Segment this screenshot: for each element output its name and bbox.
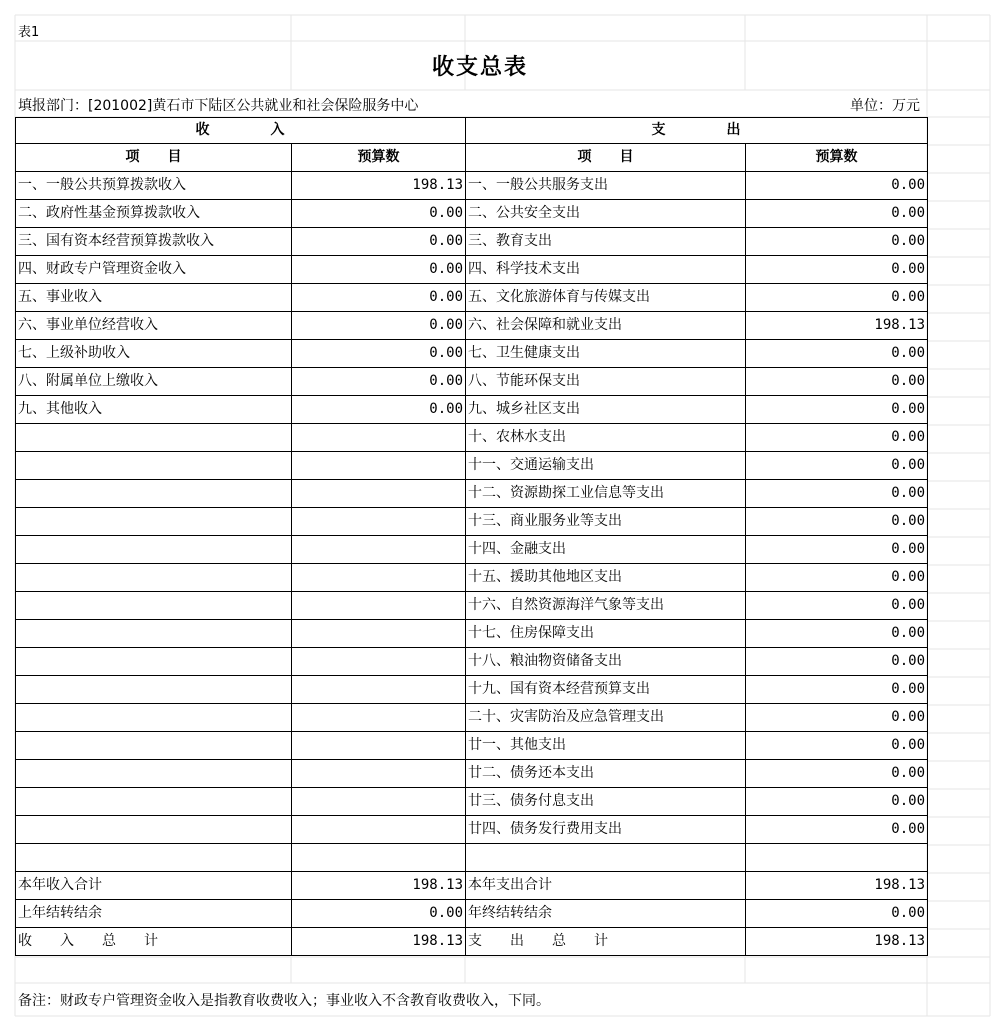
income-value-cell: 0.00: [292, 284, 466, 312]
expense-value-cell: 198.13: [746, 312, 928, 340]
table-row: [16, 480, 928, 508]
footnote: 备注：财政专户管理资金收入是指教育收费收入；事业收入不含教育收费收入，下同。: [18, 993, 550, 1009]
income-value-cell: 0.00: [292, 256, 466, 284]
income-item-cell: 五、事业收入: [16, 284, 292, 312]
income-value-cell: 198.13: [292, 172, 466, 200]
income-item-cell: [16, 760, 292, 788]
income-value-cell: [292, 536, 466, 564]
income-value-cell: 0.00: [292, 340, 466, 368]
table-row: [16, 508, 928, 536]
expense-item-cell: 二十、灾害防治及应急管理支出: [466, 704, 746, 732]
table-row: [16, 872, 928, 900]
income-section-header: 收 入: [16, 118, 466, 144]
expense-value-cell: 0.00: [746, 536, 928, 564]
income-value-cell: 0.00: [292, 200, 466, 228]
income-value-cell: 198.13: [292, 872, 466, 900]
department-label: 填报部门：[201002]黄石市下陆区公共就业和社会保险服务中心: [18, 98, 419, 114]
income-item-cell: 六、事业单位经营收入: [16, 312, 292, 340]
expense-value-cell: 0.00: [746, 228, 928, 256]
expense-value-cell: 0.00: [746, 732, 928, 760]
table-row: [16, 228, 928, 256]
income-budget-header: 预算数: [292, 144, 466, 172]
income-item-cell: [16, 592, 292, 620]
page-title: 收支总表: [431, 55, 528, 80]
income-item-cell: 四、财政专户管理资金收入: [16, 256, 292, 284]
expense-value-cell: 0.00: [746, 424, 928, 452]
expense-item-cell: 年终结转结余: [466, 900, 746, 928]
expense-item-cell: 十七、住房保障支出: [466, 620, 746, 648]
expense-value-cell: 0.00: [746, 200, 928, 228]
section-header-row: [16, 118, 928, 144]
table-row: [16, 284, 928, 312]
income-value-cell: [292, 676, 466, 704]
income-value-cell: [292, 760, 466, 788]
expense-item-cell: 十九、国有资本经营预算支出: [466, 676, 746, 704]
income-item-cell: 七、上级补助收入: [16, 340, 292, 368]
expense-budget-header: 预算数: [746, 144, 928, 172]
expense-value-cell: 0.00: [746, 592, 928, 620]
income-value-cell: 198.13: [292, 928, 466, 956]
income-item-cell: [16, 676, 292, 704]
expense-item-cell: 十、农林水支出: [466, 424, 746, 452]
table-row: [16, 536, 928, 564]
expense-item-cell: 十八、粮油物资储备支出: [466, 648, 746, 676]
expense-item-cell: 十二、资源勘探工业信息等支出: [466, 480, 746, 508]
income-value-cell: [292, 788, 466, 816]
expense-value-cell: 0.00: [746, 816, 928, 844]
expense-value-cell: 0.00: [746, 508, 928, 536]
income-value-cell: [292, 648, 466, 676]
income-item-cell: [16, 452, 292, 480]
income-item-cell: [16, 648, 292, 676]
income-item-header: 项 目: [16, 144, 292, 172]
expense-item-cell: 廿四、债务发行费用支出: [466, 816, 746, 844]
expense-value-cell: 0.00: [746, 760, 928, 788]
expense-value-cell: 0.00: [746, 704, 928, 732]
income-value-cell: [292, 620, 466, 648]
income-value-cell: 0.00: [292, 312, 466, 340]
table-row: [16, 816, 928, 844]
expense-item-cell: 七、卫生健康支出: [466, 340, 746, 368]
income-item-cell: [16, 732, 292, 760]
income-item-cell: [16, 424, 292, 452]
expense-value-cell: 0.00: [746, 396, 928, 424]
expense-value-cell: 0.00: [746, 452, 928, 480]
expense-value-cell: 198.13: [746, 872, 928, 900]
expense-item-cell: 九、城乡社区支出: [466, 396, 746, 424]
table-row: [16, 732, 928, 760]
table-row: [16, 648, 928, 676]
table-row: [16, 172, 928, 200]
table-row: [16, 592, 928, 620]
income-item-cell: [16, 816, 292, 844]
income-value-cell: [292, 816, 466, 844]
expense-item-cell: 十六、自然资源海洋气象等支出: [466, 592, 746, 620]
expense-value-cell: 0.00: [746, 340, 928, 368]
table-row: [16, 704, 928, 732]
expense-value-cell: [746, 844, 928, 872]
table-row: [16, 200, 928, 228]
income-item-cell: 三、国有资本经营预算拨款收入: [16, 228, 292, 256]
expense-item-header: 项 目: [466, 144, 746, 172]
table-row: [16, 340, 928, 368]
expense-item-cell: 六、社会保障和就业支出: [466, 312, 746, 340]
expense-item-cell: 五、文化旅游体育与传媒支出: [466, 284, 746, 312]
expense-value-cell: 0.00: [746, 480, 928, 508]
income-item-cell: 本年收入合计: [16, 872, 292, 900]
expense-item-cell: 三、教育支出: [466, 228, 746, 256]
income-item-cell: 八、附属单位上缴收入: [16, 368, 292, 396]
expense-value-cell: 0.00: [746, 788, 928, 816]
expense-value-cell: 0.00: [746, 256, 928, 284]
income-item-cell: 收 入 总 计: [16, 928, 292, 956]
expense-item-cell: 十四、金融支出: [466, 536, 746, 564]
income-value-cell: [292, 452, 466, 480]
expense-value-cell: 0.00: [746, 900, 928, 928]
income-item-cell: 一、一般公共预算拨款收入: [16, 172, 292, 200]
table-row: [16, 760, 928, 788]
table-row: [16, 900, 928, 928]
table-row: [16, 396, 928, 424]
income-item-cell: [16, 620, 292, 648]
income-item-cell: [16, 480, 292, 508]
table-row: [16, 564, 928, 592]
income-value-cell: 0.00: [292, 396, 466, 424]
expense-item-cell: 十五、援助其他地区支出: [466, 564, 746, 592]
income-item-cell: [16, 704, 292, 732]
table-row: [16, 368, 928, 396]
expense-value-cell: 0.00: [746, 648, 928, 676]
expense-item-cell: 廿一、其他支出: [466, 732, 746, 760]
income-item-cell: 上年结转结余: [16, 900, 292, 928]
income-item-cell: [16, 788, 292, 816]
expense-value-cell: 0.00: [746, 620, 928, 648]
expense-value-cell: 0.00: [746, 564, 928, 592]
expense-value-cell: 0.00: [746, 172, 928, 200]
income-value-cell: [292, 480, 466, 508]
expense-item-cell: 廿二、债务还本支出: [466, 760, 746, 788]
expense-item-cell: 支 出 总 计: [466, 928, 746, 956]
table-row: [16, 424, 928, 452]
income-value-cell: [292, 564, 466, 592]
table-row: [16, 256, 928, 284]
expense-item-cell: 十一、交通运输支出: [466, 452, 746, 480]
expense-item-cell: [466, 844, 746, 872]
sheet-label: 表1: [18, 25, 40, 40]
expense-item-cell: 廿三、债务付息支出: [466, 788, 746, 816]
column-header-row: [16, 144, 928, 172]
expense-item-cell: 本年支出合计: [466, 872, 746, 900]
expense-value-cell: 0.00: [746, 368, 928, 396]
income-value-cell: [292, 844, 466, 872]
income-item-cell: [16, 564, 292, 592]
table-row: [16, 788, 928, 816]
budget-summary-table: [15, 117, 928, 956]
income-value-cell: 0.00: [292, 228, 466, 256]
income-item-cell: [16, 508, 292, 536]
expense-value-cell: 0.00: [746, 284, 928, 312]
expense-item-cell: 八、节能环保支出: [466, 368, 746, 396]
expense-value-cell: 198.13: [746, 928, 928, 956]
income-item-cell: [16, 844, 292, 872]
expense-section-header: 支 出: [466, 118, 928, 144]
expense-item-cell: 十三、商业服务业等支出: [466, 508, 746, 536]
table-row: [16, 844, 928, 872]
expense-item-cell: 二、公共安全支出: [466, 200, 746, 228]
table-row: [16, 452, 928, 480]
income-value-cell: 0.00: [292, 900, 466, 928]
table-row: [16, 312, 928, 340]
expense-item-cell: 四、科学技术支出: [466, 256, 746, 284]
income-item-cell: 二、政府性基金预算拨款收入: [16, 200, 292, 228]
table-row: [16, 676, 928, 704]
expense-value-cell: 0.00: [746, 676, 928, 704]
income-value-cell: [292, 704, 466, 732]
income-value-cell: [292, 592, 466, 620]
table-row: [16, 620, 928, 648]
income-value-cell: [292, 732, 466, 760]
income-value-cell: [292, 424, 466, 452]
income-value-cell: [292, 508, 466, 536]
unit-label: 单位：万元: [850, 98, 920, 114]
table-row: [16, 928, 928, 956]
expense-item-cell: 一、一般公共服务支出: [466, 172, 746, 200]
income-value-cell: 0.00: [292, 368, 466, 396]
income-item-cell: 九、其他收入: [16, 396, 292, 424]
income-item-cell: [16, 536, 292, 564]
